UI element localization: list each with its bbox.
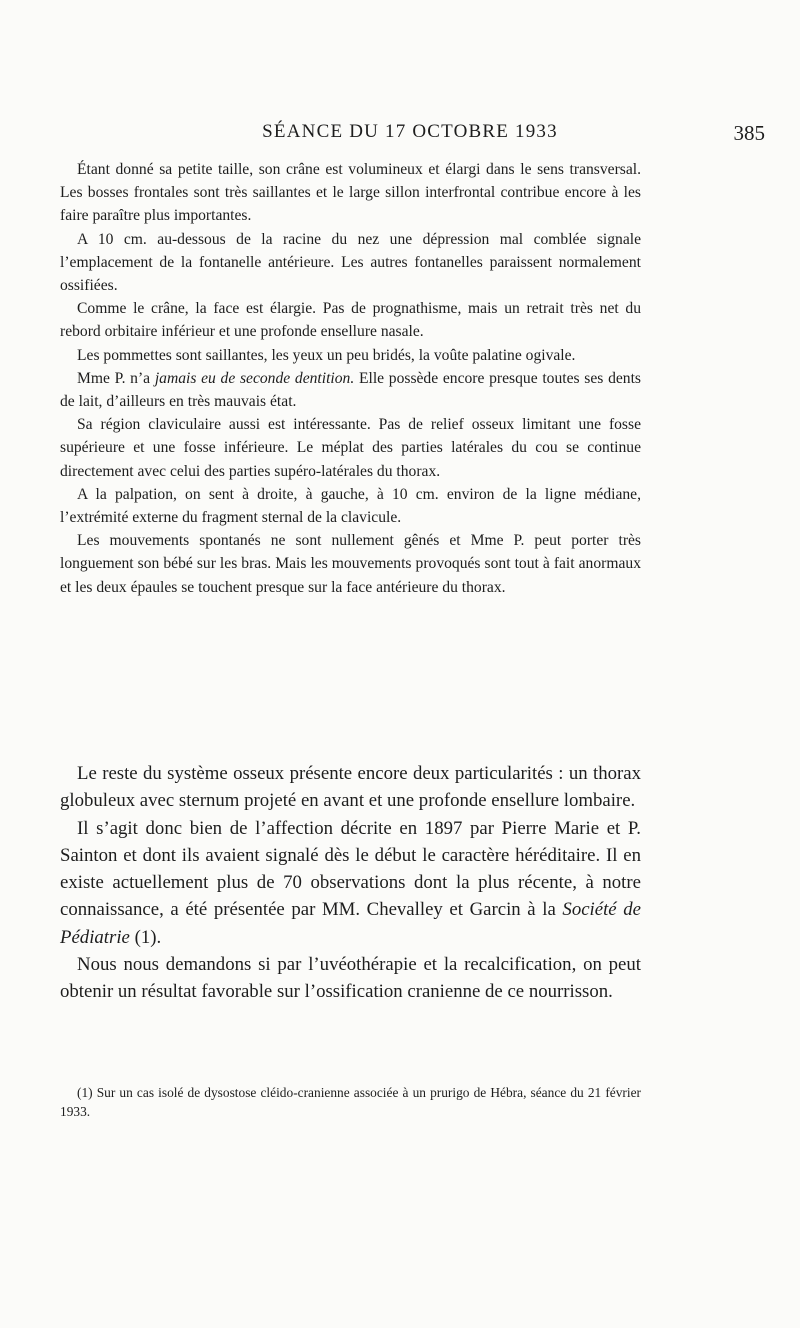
paragraph-skull: Étant donné sa petite taille, son crâne est volumineux et élargi dans le sens transversal. Les bosses frontales sont très saillantes et le large sillon interfrontal contribue encore à les faire paraître plus importantes. xyxy=(60,161,641,225)
case-description xyxy=(60,158,641,599)
paragraph-movements: Les mouvements spontanés ne sont nullement gênés et Mme P. peut porter très longuement son bébé sur les bras. Mais les mouvements provoqués sont tout à fait anormaux et les deux épaules se touchent presque sur la face antérieure du thorax. xyxy=(60,532,641,596)
footnote xyxy=(60,1083,641,1121)
paragraph-face: Comme le crâne, la face est élargie. Pas de prognathisme, mais un retrait très net du rebord orbitaire inférieur et une profonde ensellure nasale. xyxy=(60,300,641,341)
diagnosis-tail: (1). xyxy=(129,926,162,948)
dentition-tail: Elle possède encore presque toutes ses dents de lait, d’ailleurs en très mauvais état. xyxy=(60,369,641,411)
running-title: SÉANCE DU 17 OCTOBRE 1933 xyxy=(262,121,558,142)
paragraph-clavicular-region: Sa région claviculaire aussi est intéressante. Pas de relief osseux limitant une fosse supérieure et une fosse inférieure. Le méplat des parties latérales du cou se continue directement avec celui des parties supéro-latérales du thorax. xyxy=(60,416,641,480)
paragraph-cheekbones: Les pommettes sont saillantes, les yeux un peu bridés, la voûte palatine ogivale. xyxy=(77,346,576,364)
paragraph-treatment: Nous nous demandons si par l’uvéothérapie et la recalcification, on peut obtenir un résultat favorable sur l’ossification cranienne de ce nourrisson. xyxy=(60,954,641,1003)
paragraph-palpation: A la palpation, on sent à droite, à gauche, à 10 cm. environ de la ligne médiane, l’extrémité externe du fragment sternal de la clavicule. xyxy=(60,485,641,527)
diagnosis-lead: Il s’agit donc bien de l’affection décrite en 1897 par Pierre Marie et P. Sainton et dont ils avaient signalé dès le début le caractère héréditaire. Il en existe actuellement plus de 70 observations dont la plus récente, à notre connaissance, a été présentée par MM. Chevalley et Garcin à la xyxy=(60,817,641,921)
dentition-lead: Mme P. n’a xyxy=(77,369,155,387)
paragraph-skeleton: Le reste du système osseux présente encore deux particularités : un thorax globuleux avec sternum projeté en avant et une profonde ensellure lombaire. xyxy=(60,763,641,812)
dentition-emphasis: jamais eu de seconde dentition. xyxy=(154,369,355,387)
paragraph-diagnosis xyxy=(60,815,641,951)
paragraph-fontanelle: A 10 cm. au-dessous de la racine du nez une dépression mal comblée signale l’emplacement de la fontanelle antérieure. Les autres fontanelles paraissent normalement ossifiées. xyxy=(60,230,641,295)
running-head xyxy=(60,121,765,151)
page-number: 385 xyxy=(733,121,765,145)
diagnosis-society: Société de Pédiatrie xyxy=(60,899,641,948)
discussion xyxy=(60,760,641,1006)
paragraph-dentition xyxy=(60,367,641,413)
footnote-text: (1) Sur un cas isolé de dysostose cléido-cranienne associée à un prurigo de Hébra, séance du 21 février 1933. xyxy=(60,1085,641,1119)
